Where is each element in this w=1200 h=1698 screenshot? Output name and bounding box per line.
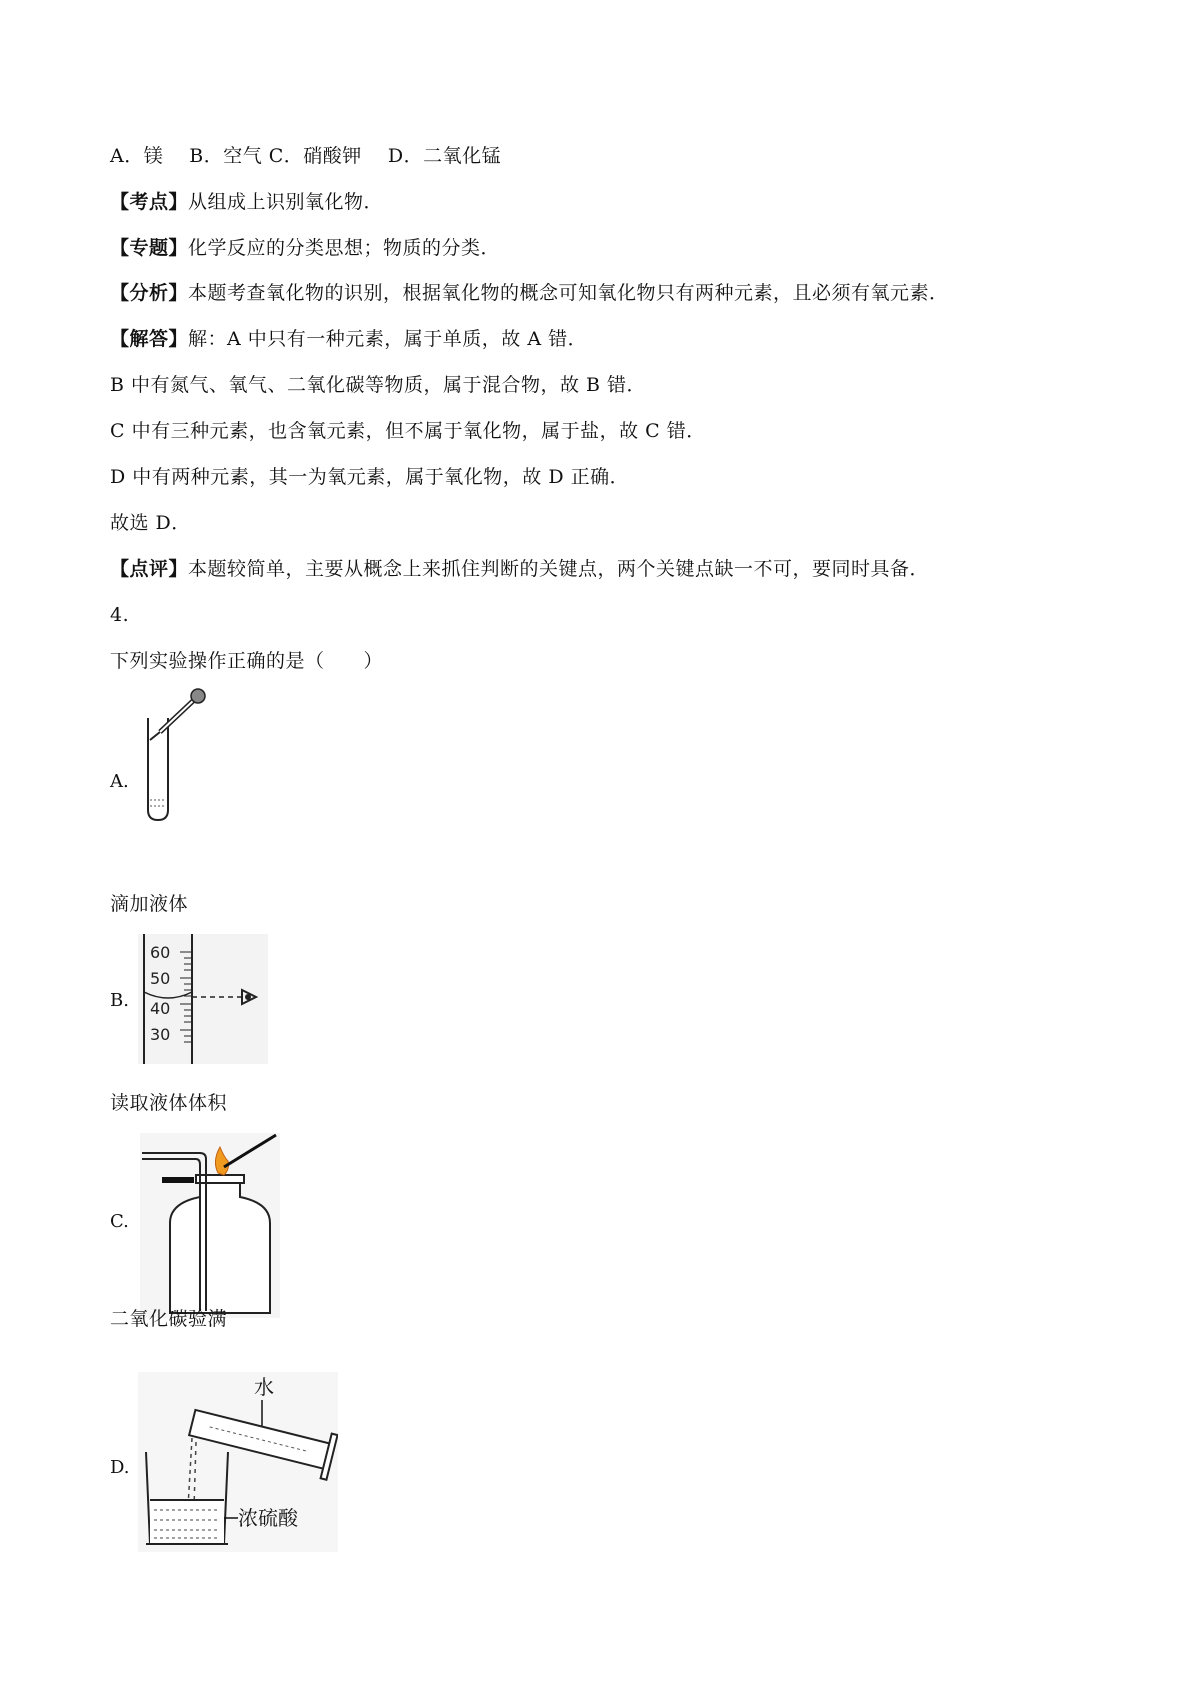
q3-line-d: D 中有两种元素，其一为氧元素，属于氧化物，故 D 正确． — [110, 466, 630, 488]
option-b-caption: 读取液体体积 — [110, 1092, 228, 1114]
q3-jieda — [110, 326, 587, 352]
q4-stem: 下列实验操作正确的是（ ） — [110, 650, 384, 672]
fenxi-label: 【分析】 — [110, 282, 189, 304]
option-a-caption: 滴加液体 — [110, 893, 189, 915]
option-d-letter: D. — [110, 1457, 130, 1478]
water-label: 水 — [254, 1375, 274, 1399]
dianping-text: 本题较简单，主要从概念上来抓住判断的关键点，两个关键点缺一不可，要同时具备． — [188, 558, 930, 580]
kaodian-text: 从组成上识别氧化物． — [188, 191, 384, 213]
option-d-figure — [138, 1372, 338, 1552]
fenxi-text: 本题考查氧化物的识别，根据氧化物的概念可知氧化物只有两种元素，且必须有氧元素． — [188, 282, 949, 304]
q3-fenxi — [110, 280, 949, 306]
option-a-figure — [140, 688, 210, 823]
q4-number: 4. — [110, 604, 130, 626]
scale-label-40: 40 — [150, 999, 171, 1018]
q3-line-c: C 中有三种元素，也含氧元素，但不属于氧化物，属于盐，故 C 错． — [110, 420, 706, 442]
option-c-caption: 二氧化碳验满 — [110, 1308, 228, 1330]
scale-label-60: 60 — [150, 943, 171, 962]
q3-dianping — [110, 556, 929, 582]
dilution-beaker-icon — [138, 1372, 338, 1552]
scale-label-30: 30 — [150, 1025, 171, 1044]
zhuanti-label: 【专题】 — [110, 237, 189, 259]
graduated-cylinder-reading-icon — [138, 934, 268, 1064]
option-b-figure — [138, 934, 268, 1064]
option-c-figure — [140, 1133, 280, 1318]
q3-line-b: B 中有氮气、氧气、二氧化碳等物质，属于混合物，故 B 错． — [110, 374, 647, 396]
dianping-label: 【点评】 — [110, 558, 189, 580]
jieda-label: 【解答】 — [110, 328, 189, 350]
kaodian-label: 【考点】 — [110, 191, 189, 213]
q3-choose: 故选 D． — [110, 512, 191, 534]
option-a-letter: A. — [110, 771, 129, 792]
q3-options: A．镁 B．空气 C．硝酸钾 D．二氧化锰 — [110, 145, 502, 167]
scale-label-50: 50 — [150, 969, 171, 988]
gas-bottle-match-icon — [140, 1133, 280, 1318]
option-b-letter: B. — [110, 990, 129, 1011]
option-c-letter: C. — [110, 1211, 129, 1232]
conc-sulfuric-acid-label: 浓硫酸 — [238, 1506, 298, 1530]
q3-zhuanti — [110, 235, 500, 261]
q3-kaodian — [110, 189, 383, 215]
zhuanti-text: 化学反应的分类思想；物质的分类． — [188, 237, 501, 259]
dropper-test-tube-icon — [140, 688, 210, 823]
jieda-text: 解：A 中只有一种元素，属于单质，故 A 错． — [188, 328, 588, 350]
